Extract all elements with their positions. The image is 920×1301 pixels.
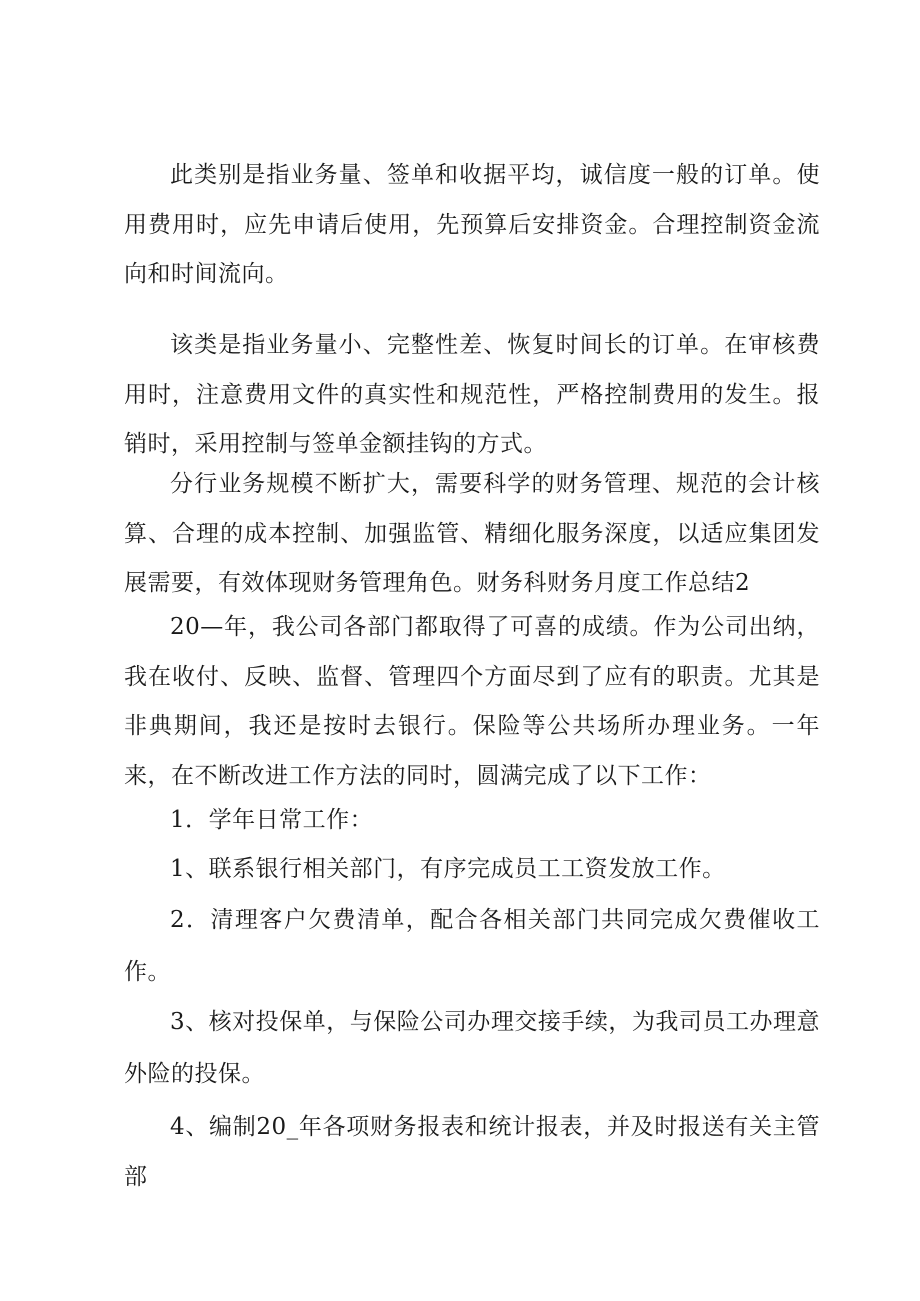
paragraph-3: 分行业务规模不断扩大，需要科学的财务管理、规范的会计核算、合理的成本控制、加强监管、精细化服务深度，以适应集团发展需要，有效体现财务管理角色。财务科财务月度工作总结2: [124, 471, 820, 596]
paragraph-8: 3、核对投保单，与保险公司办理交接手续，为我司员工办理意外险的投保。: [124, 1009, 820, 1087]
paragraph-4: 20—年，我公司各部门都取得了可喜的成绩。作为公司出纳，我在收付、反映、监督、管理四个方面尽到了应有的职责。尤其是非典期间，我还是按时去银行。保险等公共场所办理业务。一年来，在不断改进工作方法的同时，圆满完成了以下工作：: [124, 614, 820, 789]
paragraph-7: 2．清理客户欠费清单，配合各相关部门共同完成欠费催收工作。: [124, 907, 820, 985]
paragraph-6: 1、联系银行相关部门，有序完成员工工资发放工作。: [170, 856, 726, 882]
paragraph-9: 4、编制20_年各项财务报表和统计报表，并及时报送有关主管部: [124, 1114, 820, 1190]
paragraph-5: 1．学年日常工作：: [170, 807, 374, 833]
paragraph-2: 该类是指业务量小、完整性差、恢复时间长的订单。在审核费用时，注意费用文件的真实性和规范性，严格控制费用的发生。报销时，采用控制与签单金额挂钩的方式。: [124, 332, 820, 457]
paragraph-1: 此类别是指业务量、签单和收据平均，诚信度一般的订单。使用费用时，应先申请后使用，先预算后安排资金。合理控制资金流向和时间流向。: [124, 162, 820, 287]
